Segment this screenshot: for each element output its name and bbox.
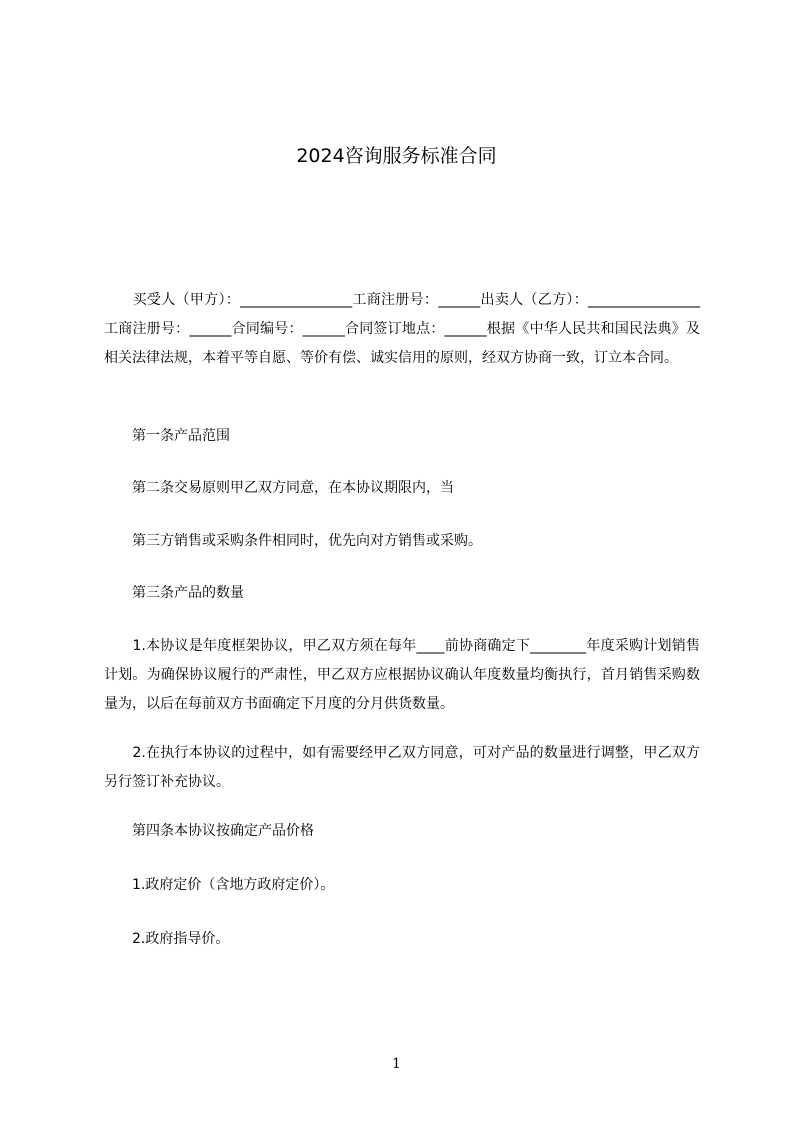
article-2-paragraph: 第二条交易原则甲乙双方同意，在本协议期限内，当 bbox=[104, 480, 454, 496]
page-number: 1 bbox=[392, 1056, 401, 1072]
price-clause-1: 1.政府定价（含地方政府定价）。 bbox=[104, 877, 335, 893]
article-4-heading: 第四条本协议按确定产品价格 bbox=[104, 823, 314, 839]
quantity-clause-2: 2.在执行本协议的过程中，如有需要经甲乙双方同意，可对产品的数量进行调整，甲乙双方另行签订补充协议。 bbox=[104, 745, 700, 790]
preamble-paragraph: 买受人（甲方）：________________工商注册号：______出卖人（乙方）：________________工商注册号：______合同编号：______合同签订地点：______根据《中华人民共和国民法典》及相关法律法规，本着平等自愿、等价有偿、诚实信用的原则，经双方协商一致，订立本合同。 bbox=[104, 292, 700, 366]
article-1-heading: 第一条产品范围 bbox=[104, 428, 230, 444]
price-clause-2: 2.政府指导价。 bbox=[104, 931, 230, 947]
third-party-paragraph: 第三方销售或采购条件相同时，优先向对方销售或采购。 bbox=[104, 533, 482, 549]
quantity-clause-1: 1.本协议是年度框架协议，甲乙双方须在每年____前协商确定下________年度采购计划销售计划。为确保协议履行的严肃性，甲乙双方应根据协议确认年度数量均衡执行，首月销售采购数量为，以后在每前双方书面确定下月度的分月供货数量。 bbox=[104, 638, 700, 712]
article-3-heading: 第三条产品的数量 bbox=[104, 585, 244, 601]
document-title: 2024咨询服务标准合同 bbox=[296, 145, 497, 167]
